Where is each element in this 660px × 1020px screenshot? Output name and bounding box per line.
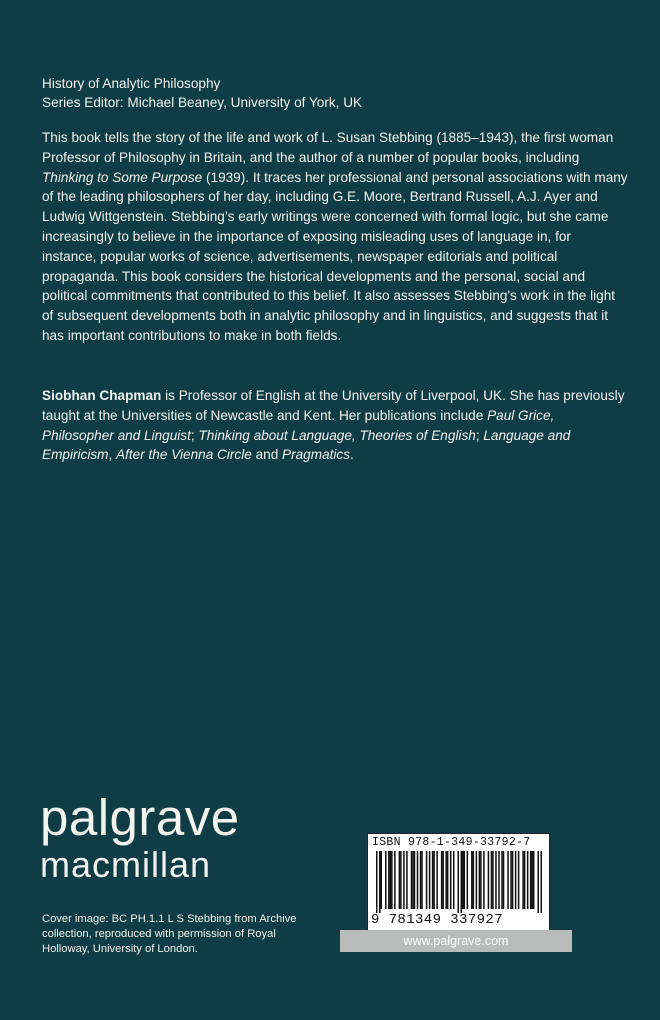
barcode-bar	[411, 851, 413, 909]
barcode-bar	[457, 851, 459, 913]
barcode-bar	[391, 851, 393, 909]
author-sep-4: and	[251, 447, 283, 463]
publisher-logo	[40, 789, 240, 885]
author-book-5: Pragmatics	[282, 447, 351, 463]
barcode-bar	[480, 851, 482, 909]
barcode-bar	[492, 851, 494, 909]
barcode-bar	[442, 851, 444, 909]
barcode-bar	[385, 851, 387, 909]
author-end: .	[350, 447, 354, 463]
barcode-bar	[426, 851, 428, 909]
barcode-bar	[501, 851, 503, 909]
barcode-bar	[479, 851, 481, 909]
publisher-logo-line-1: palgrave	[40, 789, 240, 846]
barcode-bar	[527, 851, 529, 909]
barcode-bar	[495, 851, 497, 909]
barcode-bar	[390, 851, 392, 909]
isbn-barcode	[367, 833, 550, 932]
barcode-bar	[518, 851, 520, 909]
barcode-bar	[462, 851, 464, 909]
barcode-bar	[483, 851, 485, 909]
author-sep-3: ,	[108, 447, 117, 463]
barcode-bar	[488, 851, 490, 909]
barcode-bar	[473, 851, 475, 909]
barcode-bar	[445, 851, 447, 909]
barcode-bar	[447, 851, 449, 909]
author-name: Siobhan Chapman	[42, 388, 162, 403]
barcode-bar	[537, 851, 539, 913]
description-book-title: Thinking to Some Purpose	[42, 169, 203, 185]
barcode-bar	[433, 851, 435, 909]
barcode-bar	[400, 851, 402, 909]
barcode-bar	[471, 851, 473, 909]
barcode-bar	[394, 851, 396, 909]
barcode-bar	[453, 851, 455, 909]
description-text-2: (1939). It traces her professional and personal associations with many of the leading philosophers of her day, including G.E. Moore, Bertrand Russell, A.J. Ayer and Ludwig Wittgenstein. Stebbing’s early writings were concerned with formal logic, but she came increasingly to believe in the importance of exposing misleading uses of language in, for instance, popular works of science, advertisements, newspaper editorials and political propaganda. This book considers the historical developments and the personal, social and political commitments that contributed to this belief. It also assesses Stebbing's work in the light of subsequent developments both in analytic philosophy and in linguistics, and suggests that it has important contributions to make in both fields.	[42, 169, 628, 343]
barcode-bar	[531, 851, 533, 909]
barcode-bar	[412, 851, 414, 909]
website-bar	[340, 930, 572, 952]
description-paragraph	[42, 128, 628, 346]
barcode-bar	[464, 851, 466, 909]
barcode-bar	[503, 851, 505, 909]
author-bio-text: is Professor of English at the University of Liverpool, UK. She has previously taught at the Universities of Newcastle and Kent. Her publications include	[42, 388, 625, 423]
author-sep-1: ;	[190, 427, 199, 443]
author-book-4: After the Vienna Circle	[116, 447, 252, 463]
author-book-2: Thinking about Language, Theories of English	[198, 427, 476, 443]
barcode-bar	[429, 851, 431, 909]
website-url[interactable]: www.palgrave.com	[403, 934, 509, 948]
publisher-logo-line-2: macmillan	[40, 844, 212, 885]
barcode-bar	[399, 851, 401, 909]
author-bio	[42, 386, 628, 465]
barcode-bar	[403, 851, 405, 909]
barcode-bar	[406, 851, 408, 909]
barcode-bar	[476, 851, 478, 909]
barcode-bar	[461, 851, 463, 913]
barcode-bar	[417, 851, 419, 909]
barcode-bar	[522, 851, 524, 909]
author-book-1: Paul Grice, Philosopher and Linguist	[42, 407, 555, 443]
series-info	[42, 74, 362, 112]
barcode-bar	[467, 851, 469, 909]
description-text-1: This book tells the story of the life and work of L. Susan Stebbing (1885–1943), the first woman Professor of Philosophy in Britain, and the author of a number of popular books, including	[42, 130, 614, 165]
barcode-bar	[379, 851, 381, 913]
barcode-bar	[498, 851, 500, 909]
barcode-bar	[530, 851, 532, 909]
barcode-bar	[432, 851, 434, 909]
author-book-3: Language and Empiricism	[42, 427, 571, 463]
barcode-bar	[388, 851, 390, 909]
author-paragraph	[42, 386, 628, 465]
barcode-bar	[515, 851, 517, 909]
barcode-bar	[533, 851, 535, 909]
author-sep-2: ;	[475, 427, 484, 443]
barcode-bar	[450, 851, 452, 909]
barcode-bar	[510, 851, 512, 909]
barcode-bar	[540, 851, 542, 913]
series-title: History of Analytic Philosophy	[42, 76, 221, 91]
barcode-bar	[414, 851, 416, 909]
book-description	[42, 128, 628, 346]
barcode-bar	[436, 851, 438, 909]
barcode-bar	[491, 851, 493, 909]
barcode-bar	[376, 851, 378, 913]
barcode-bar	[507, 851, 509, 909]
barcode-bar	[524, 851, 526, 909]
barcode-bar	[420, 851, 422, 909]
barcode-bar	[381, 851, 383, 909]
cover-image-credit: Cover image: BC PH.1.1 L S Stebbing from Archive collection, reproduced with permission of Royal Holloway, University of London.	[42, 913, 297, 955]
barcode-bar	[512, 851, 514, 909]
ean-digits: 9 781349 337927	[371, 912, 504, 928]
barcode-bar	[441, 851, 443, 909]
isbn-label: ISBN 978-1-349-33792-7	[372, 836, 531, 849]
barcode-bar	[421, 851, 423, 909]
series-editor: Series Editor: Michael Beaney, University of York, UK	[42, 95, 363, 110]
barcode-bars	[376, 851, 542, 913]
